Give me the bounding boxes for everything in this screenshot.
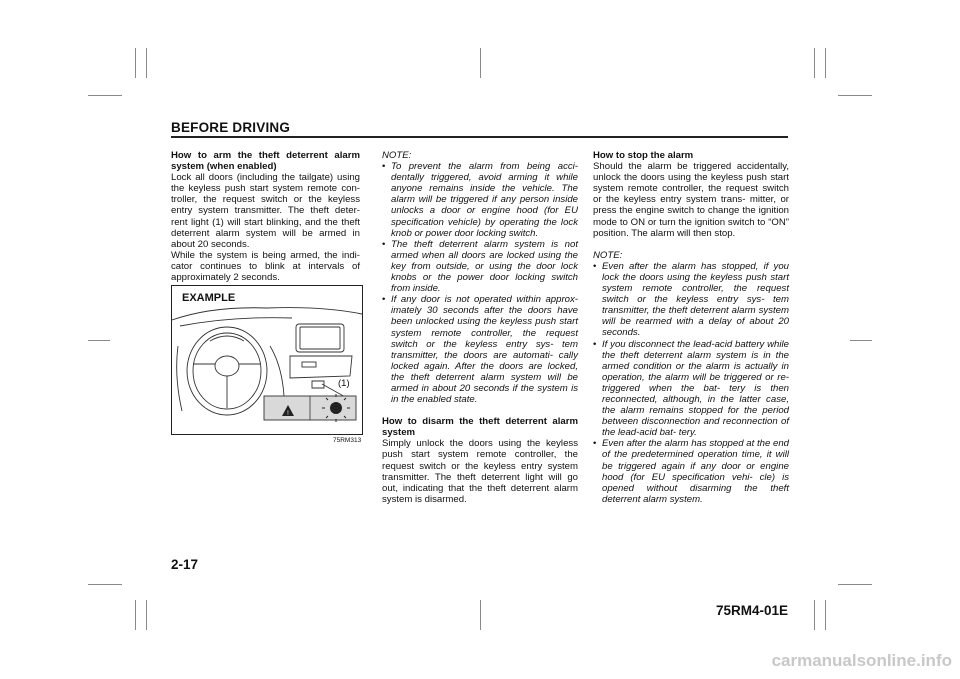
column-3 [593, 150, 789, 505]
example-figure [171, 285, 363, 435]
header-rule [171, 136, 788, 138]
stop-heading: How to stop the alarm [593, 150, 694, 161]
note-item: • To prevent the alarm from being acci- dentally triggered, avoid arming it while anyone remains inside the vehicle. The alarm will be triggered if any person inside unlocks a door or engine hood (for EU specification vehicle) by operating the lock knob or power door locking switch. [382, 161, 578, 239]
arm-paragraph-2: While the system is being armed, the indi- cator continues to blink at intervals of approximately 2 seconds. [171, 249, 360, 284]
crop-mark [88, 340, 110, 341]
crop-mark [814, 48, 815, 78]
section-header: BEFORE DRIVING [171, 120, 291, 135]
crop-mark [146, 48, 147, 78]
figure-callout-label: (1) [338, 378, 350, 389]
stop-paragraph: Should the alarm be triggered accidentally, unlock the doors using the keyless push start system remote controller, the request switch or the keyless entry system trans- mitter, or press the engine switch to change the ignition mode to ON or turn the ignition switch to “ON” position. The alarm will then stop. [593, 161, 789, 239]
crop-mark [135, 600, 136, 630]
crop-mark [838, 584, 872, 585]
note-item: • Even after the alarm has stopped at the end of the predetermined operation time, it will be triggered again if any door or engine hood (for EU specification vehi- cle) is opened without disarming the theft deterrent alarm system. [593, 438, 789, 505]
note-item: • If any door is not operated within approx- imately 30 seconds after the doors have been unlocked using the keyless push start system remote controller, the request switch or the keyless entry sys- tem transmitter, the doors are automati- cally locked again. After the doors are locked, the theft deterrent alarm system will be armed in about 20 seconds if the system is in the enabled state. [382, 294, 578, 405]
note-item: • Even after the alarm has stopped, if you lock the doors using the keyless push start system remote controller, the request switch or the keyless entry sys- tem transmitter, the theft deterrent alarm system will be rearmed with a delay of about 20 seconds. [593, 261, 789, 339]
theft-deterrent-light-icon [330, 402, 342, 414]
crop-mark [135, 48, 136, 78]
note-item: • If you disconnect the lead-acid battery while the theft deterrent alarm system is in the armed condition or the alarm is actually in operation, the alarm will be triggered or re-triggered when the bat- tery is then reconnected, although, in the latter case, the alarm remains stopped for the period between disconnection and reconnection of the lead-acid bat- tery. [593, 339, 789, 439]
crop-mark [146, 600, 147, 630]
column-2 [382, 150, 578, 505]
crop-mark [825, 48, 826, 78]
arm-paragraph-1: Lock all doors (including the tailgate) using the keyless push start system remote con- troller, the request switch or the keyless entry system transmitter. The theft deter- rent light (1) will start blinking, and the theft deterrent alarm system will be armed in about 20 seconds. [171, 172, 360, 250]
note-item: • The theft deterrent alarm system is not armed when all doors are locked using the key from outside, or using the door lock knobs or the power door locking switch from inside. [382, 239, 578, 294]
note-label: NOTE: [382, 150, 412, 161]
document-code: 75RM4-01E [715, 603, 788, 618]
crop-mark [814, 600, 815, 630]
figure-example-label: EXAMPLE [182, 292, 236, 304]
note-list [382, 161, 578, 405]
crop-mark [480, 48, 481, 78]
page-number: 2-17 [171, 557, 199, 572]
dashboard-illustration [172, 286, 362, 434]
column-1 [171, 150, 360, 283]
crop-mark [88, 95, 122, 96]
note-list [593, 261, 789, 505]
crop-mark [825, 600, 826, 630]
crop-mark [88, 584, 122, 585]
crop-mark [850, 340, 872, 341]
disarm-heading: How to disarm the theft deterrent alarm system [382, 416, 578, 439]
crop-mark [838, 95, 872, 96]
note-label: NOTE: [593, 249, 623, 261]
disarm-paragraph: Simply unlock the doors using the keyless push start system remote controller, the request switch or the keyless entry system transmitter. The theft deterrent light will go out, indicating that the theft deterrent alarm system is disarmed. [382, 438, 578, 505]
arm-heading: How to arm the theft deterrent alarm system (when enabled) [171, 150, 360, 173]
watermark: carmanualsonline.info [771, 651, 952, 670]
figure-id: 75RM313 [333, 437, 362, 444]
crop-mark [480, 600, 481, 630]
svg-text:!: ! [287, 411, 289, 417]
